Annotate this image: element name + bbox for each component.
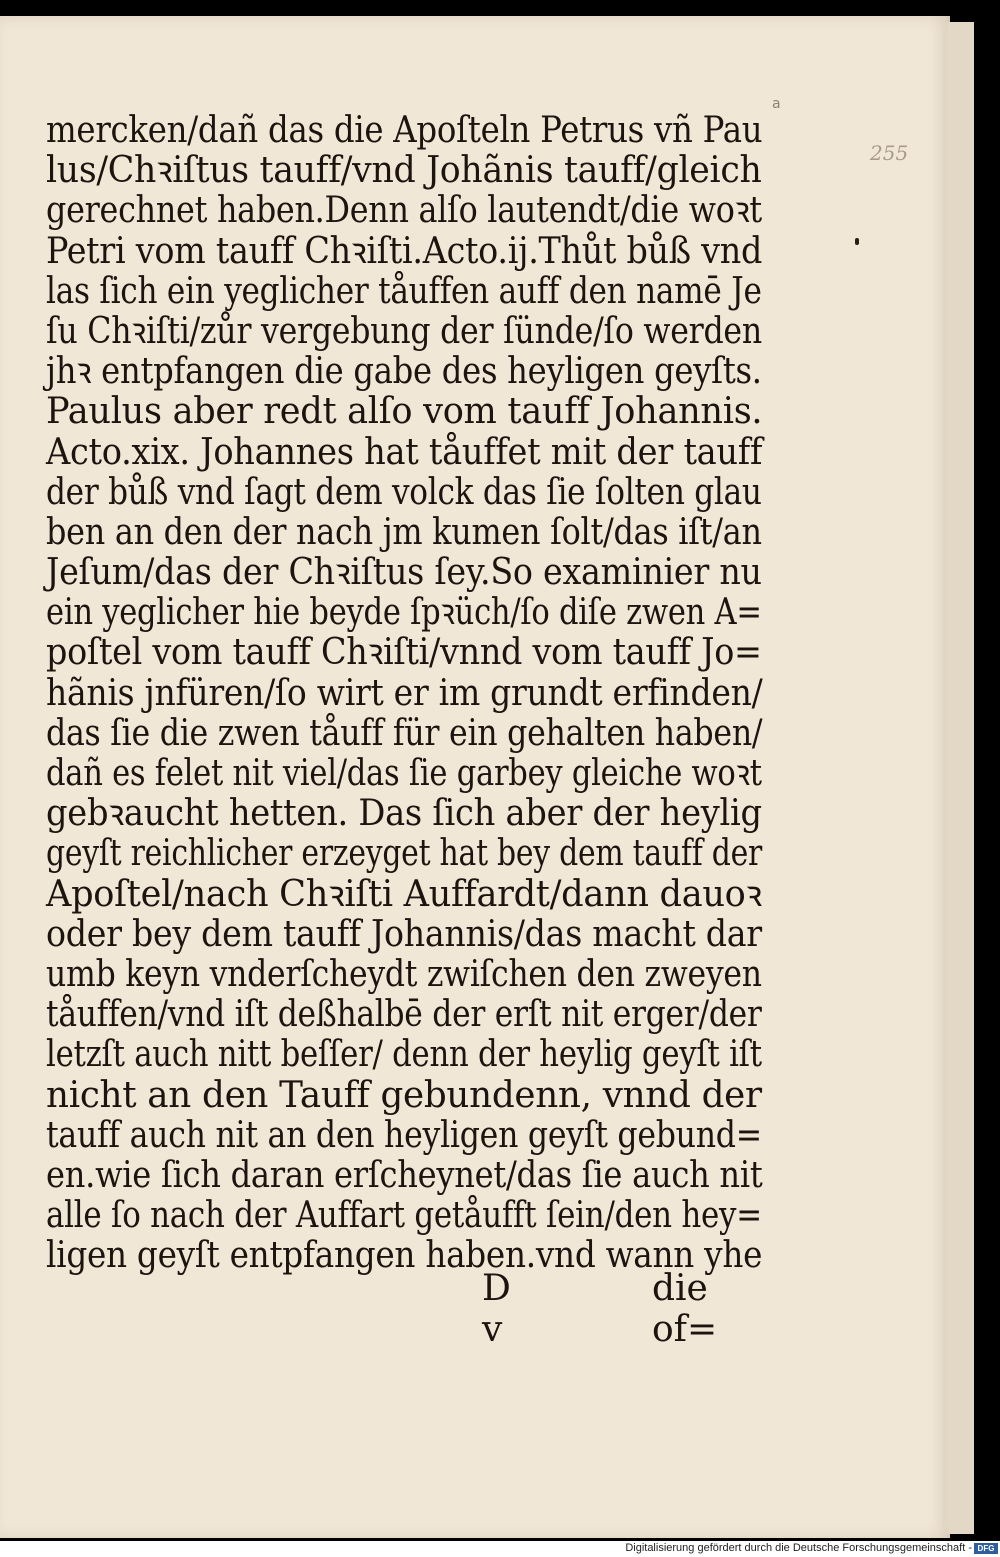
text-line: hãnis jnfüren/ſo wirt er im grundt erfinden/ (46, 672, 763, 714)
text-line: Apoſtel/nach Chꝛiſti Auffardt/dann dauoꝛ (46, 873, 762, 915)
text-line: gerechnet haben.Denn alſo lautendt/die woꝛt (46, 190, 762, 232)
text-line: las ſich ein yeglicher tåuffen auff den namē Je (46, 270, 762, 312)
text-line: poſtel vom tauff Chꝛiſti/vnnd vom tauff Jo= (46, 632, 762, 674)
digitization-credit: Digitalisierung gefördert durch die Deutsche Forschungsgemeinschaft - (625, 1542, 972, 1554)
text-line: tåuffen/vnd iſt deßhalbē der erſt nit erger/der (46, 994, 762, 1036)
dfg-logo: DFG (974, 1543, 998, 1554)
text-line: ſu Chꝛiſti/zůr vergebung der ſünde/ſo werden (46, 310, 762, 352)
catchword: die of= (652, 1268, 718, 1350)
text-line: Paulus aber redt alſo vom tauff Johannis. (46, 391, 763, 433)
text-line: nicht an den Tauff gebundenn, vnnd der (46, 1074, 762, 1116)
digitization-credit-bar (0, 1541, 1000, 1557)
signature-mark: D v (482, 1268, 511, 1350)
text-line: umb keyn vnderſcheydt zwiſchen den zweyen (46, 953, 762, 995)
text-line: jhꝛ entpfangen die gabe des heyligen geyſts. (46, 351, 762, 393)
text-line: Jeſum/das der Chꝛiſtus ſey.So examinier nu (46, 552, 762, 594)
text-line: dañ es felet nit viel/das ſie garbey gleiche woꝛt (46, 753, 762, 794)
text-line: das ſie die zwen tåuff für ein gehalten haben/ (46, 712, 763, 754)
text-block (46, 111, 762, 1276)
page-edge (947, 22, 974, 1534)
text-line: gebꝛaucht hetten. Das ſich aber der heylig (46, 793, 762, 835)
folio-number-note: 255 (870, 141, 909, 165)
margin-mark: a (772, 96, 781, 112)
ink-spot (855, 238, 859, 245)
text-line: alle ſo nach der Auffart getåufft ſein/den hey= (46, 1195, 762, 1237)
text-line: lus/Chꝛiſtus tauff/vnd Johãnis tauff/gleich (46, 150, 762, 192)
text-line: Acto.xix. Johannes hat tåuffet mit der tauff (46, 431, 763, 473)
text-line: letzſt auch nitt beſſer/ denn der heylig geyſt iſt (46, 1034, 762, 1076)
text-line: mercken/dañ das die Apoſteln Petrus vñ Pau (46, 110, 763, 151)
book-page (0, 16, 950, 1538)
text-line: geyſt reichlicher erzeyget hat bey dem tauff der (46, 833, 762, 875)
text-line: der bůß vnd ſagt dem volck das ſie ſolten glau (46, 471, 762, 513)
text-line: tauff auch nit an den heyligen geyſt gebund= (46, 1114, 762, 1156)
text-line: oder bey dem tauff Johannis/das macht dar (46, 913, 762, 955)
text-line: en.wie ſich daran erſcheynet/das ſie auch nit (46, 1154, 763, 1196)
text-line: ein yeglicher hie beyde ſpꝛüch/ſo diſe zwen A= (46, 592, 762, 634)
text-line: ligen geyſt entpfangen haben.vnd wann yhe (46, 1235, 763, 1277)
text-line: Petri vom tauff Chꝛiſti.Acto.ij.Thůt bůß vnd (46, 230, 763, 272)
text-line: ben an den der nach jm kumen ſolt/das iſt/an (46, 511, 762, 553)
